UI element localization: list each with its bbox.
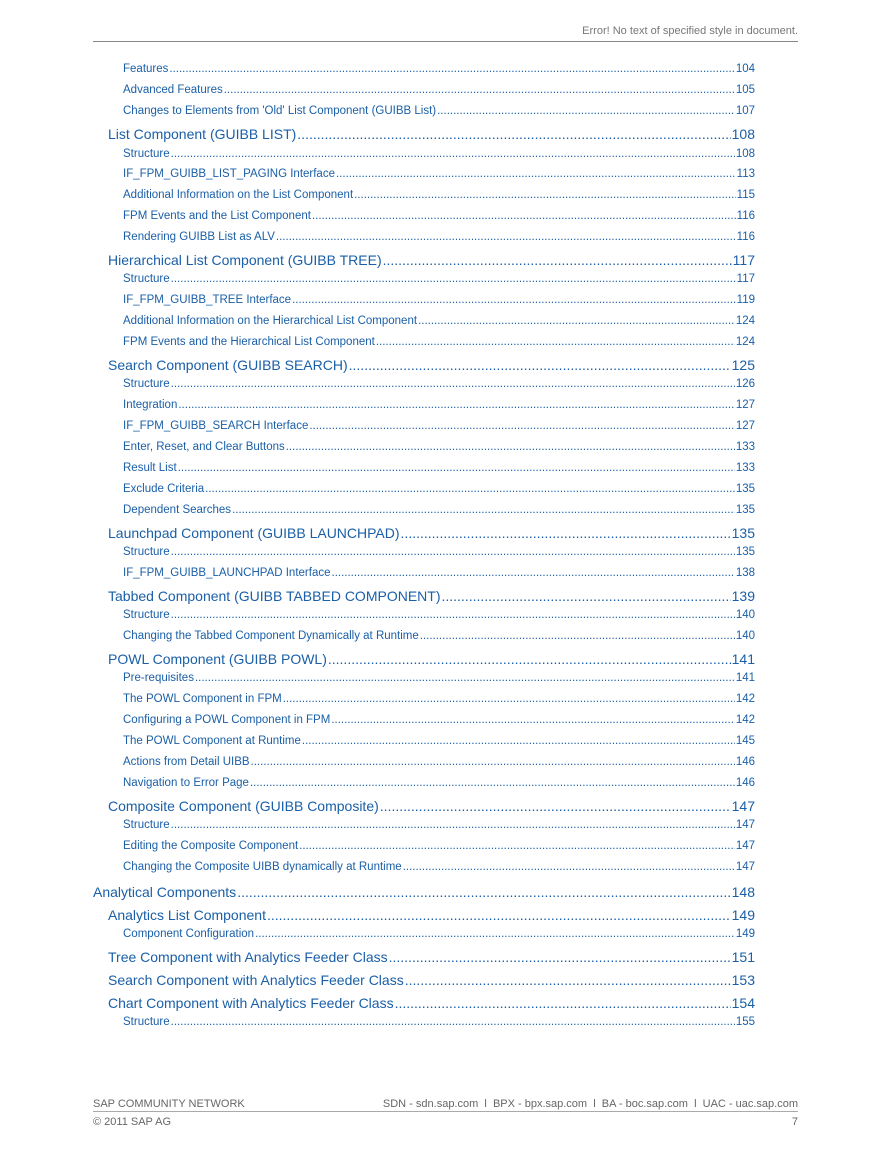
toc-entry[interactable] xyxy=(123,546,755,558)
toc-entry-page: 105 xyxy=(735,84,755,96)
toc-entry[interactable] xyxy=(123,148,755,160)
toc-entry[interactable] xyxy=(123,504,755,516)
toc-leader-dots xyxy=(312,210,736,222)
toc-entry-title: Analytical Components xyxy=(93,884,237,900)
toc-entry-page: 149 xyxy=(735,928,755,940)
toc-entry-page: 147 xyxy=(735,840,755,852)
toc-entry[interactable] xyxy=(123,420,755,432)
toc-entry[interactable] xyxy=(123,672,755,684)
toc-leader-dots xyxy=(383,252,732,268)
toc-entry-title: Additional Information on the List Component xyxy=(123,189,354,201)
toc-entry-title: Hierarchical List Component (GUIBB TREE) xyxy=(108,252,382,268)
toc-entry-title: Changing the Tabbed Component Dynamically at Runtime xyxy=(123,630,419,642)
toc-entry-page: 124 xyxy=(735,336,755,348)
toc-entry-title: Dependent Searches xyxy=(123,504,232,516)
toc-entry-page: 116 xyxy=(736,231,755,243)
toc-entry-title: Component Configuration xyxy=(123,928,255,940)
toc-entry-page: 145 xyxy=(735,735,755,747)
toc-entry-page: 135 xyxy=(735,483,755,495)
toc-entry[interactable] xyxy=(123,273,755,285)
toc-entry[interactable] xyxy=(108,588,755,604)
toc-entry-page: 135 xyxy=(735,504,755,516)
toc-leader-dots xyxy=(171,546,735,558)
toc-leader-dots xyxy=(171,273,736,285)
toc-leader-dots xyxy=(405,972,731,988)
toc-entry-title: Composite Component (GUIBB Composite) xyxy=(108,798,379,814)
toc-entry-title: Integration xyxy=(123,399,178,411)
toc-entry[interactable] xyxy=(123,378,755,390)
toc-entry[interactable] xyxy=(123,399,755,411)
toc-entry-title: IF_FPM_GUIBB_LAUNCHPAD Interface xyxy=(123,567,331,579)
toc-entry-page: 116 xyxy=(736,210,755,222)
toc-entry[interactable] xyxy=(123,231,755,243)
toc-entry[interactable] xyxy=(123,735,755,747)
toc-entry-page: 108 xyxy=(735,148,755,160)
toc-leader-dots xyxy=(354,189,736,201)
toc-entry-page: 119 xyxy=(736,294,755,306)
toc-entry[interactable] xyxy=(123,861,755,873)
toc-entry-page: 115 xyxy=(736,189,755,201)
toc-entry[interactable] xyxy=(108,126,755,142)
toc-leader-dots xyxy=(309,420,734,432)
toc-entry-page: 133 xyxy=(735,462,755,474)
toc-entry[interactable] xyxy=(123,1016,755,1028)
footer-copyright: © 2011 SAP AG xyxy=(93,1116,172,1128)
toc-entry-title: Structure xyxy=(123,609,170,621)
toc-leader-dots xyxy=(401,525,731,541)
toc-entry[interactable] xyxy=(108,357,755,373)
toc-entry[interactable] xyxy=(123,483,755,495)
toc-entry-page: 135 xyxy=(731,525,755,541)
toc-leader-dots xyxy=(195,672,735,684)
toc-entry-page: 125 xyxy=(731,357,755,373)
toc-leader-dots xyxy=(171,148,735,160)
toc-entry-page: 139 xyxy=(731,588,755,604)
toc-entry[interactable] xyxy=(123,84,755,96)
toc-entry-page: 135 xyxy=(735,546,755,558)
toc-leader-dots xyxy=(349,357,731,373)
toc-leader-dots xyxy=(169,63,734,75)
toc-leader-dots xyxy=(376,336,735,348)
toc-leader-dots xyxy=(437,105,735,117)
toc-entry-page: 147 xyxy=(735,861,755,873)
toc-entry-page: 149 xyxy=(731,907,755,923)
toc-entry[interactable] xyxy=(123,630,755,642)
toc-leader-dots xyxy=(178,462,735,474)
page-number: 7 xyxy=(791,1116,798,1128)
toc-entry[interactable] xyxy=(108,995,755,1011)
toc-entry-page: 142 xyxy=(735,714,755,726)
toc-entry[interactable] xyxy=(123,105,755,117)
toc-entry-title: The POWL Component in FPM xyxy=(123,693,282,705)
toc-entry-title: Tabbed Component (GUIBB TABBED COMPONENT) xyxy=(108,588,441,604)
toc-entry[interactable] xyxy=(123,168,755,180)
toc-entry-title: Launchpad Component (GUIBB LAUNCHPAD) xyxy=(108,525,400,541)
toc-entry-page: 124 xyxy=(735,315,755,327)
toc-entry-title: Changing the Composite UIBB dynamically at Runtime xyxy=(123,861,402,873)
toc-leader-dots xyxy=(205,483,735,495)
toc-entry[interactable] xyxy=(123,819,755,831)
toc-entry-page: 113 xyxy=(736,168,755,180)
toc-leader-dots xyxy=(331,714,735,726)
toc-entry-title: IF_FPM_GUIBB_TREE Interface xyxy=(123,294,292,306)
toc-leader-dots xyxy=(297,126,730,142)
toc-leader-dots xyxy=(178,399,734,411)
toc-leader-dots xyxy=(302,735,735,747)
toc-entry-title: The POWL Component at Runtime xyxy=(123,735,301,747)
toc-leader-dots xyxy=(395,995,731,1011)
toc-leader-dots xyxy=(299,840,735,852)
toc-entry-title: Structure xyxy=(123,1016,170,1028)
toc-entry-title: Editing the Composite Component xyxy=(123,840,299,852)
toc-entry-page: 146 xyxy=(735,756,755,768)
toc-entry-title: Additional Information on the Hierarchical List Component xyxy=(123,315,418,327)
toc-entry-title: Changes to Elements from 'Old' List Component (GUIBB List) xyxy=(123,105,437,117)
header-text: Error! No text of specified style in document. xyxy=(582,25,798,37)
toc-entry-title: IF_FPM_GUIBB_SEARCH Interface xyxy=(123,420,309,432)
toc-leader-dots xyxy=(237,884,730,900)
toc-entry[interactable] xyxy=(123,714,755,726)
toc-entry-page: 147 xyxy=(735,819,755,831)
toc-leader-dots xyxy=(250,777,735,789)
toc-entry-title: POWL Component (GUIBB POWL) xyxy=(108,651,327,667)
toc-entry-page: 133 xyxy=(735,441,755,453)
toc-leader-dots xyxy=(332,567,735,579)
toc-entry-title: List Component (GUIBB LIST) xyxy=(108,126,297,142)
toc-entry-title: Tree Component with Analytics Feeder Class xyxy=(108,949,388,965)
toc-leader-dots xyxy=(267,907,731,923)
toc-leader-dots xyxy=(171,378,735,390)
toc-leader-dots xyxy=(441,588,730,604)
toc-entry-page: 104 xyxy=(735,63,755,75)
toc-entry-title: Enter, Reset, and Clear Buttons xyxy=(123,441,285,453)
toc-entry[interactable] xyxy=(108,651,755,667)
toc-leader-dots xyxy=(286,441,735,453)
footer-sites: SDN - sdn.sap.com l BPX - bpx.sap.com l BA - boc.sap.com l UAC - uac.sap.com xyxy=(382,1098,798,1110)
toc-entry-title: Search Component (GUIBB SEARCH) xyxy=(108,357,348,373)
toc-entry-title: Structure xyxy=(123,819,170,831)
toc-entry-page: 151 xyxy=(731,949,755,965)
toc-entry[interactable] xyxy=(123,693,755,705)
toc-entry-page: 141 xyxy=(735,672,755,684)
toc-entry-page: 117 xyxy=(736,273,755,285)
toc-entry-page: 127 xyxy=(735,420,755,432)
toc-entry-title: Navigation to Error Page xyxy=(123,777,249,789)
toc-entry[interactable] xyxy=(123,315,755,327)
toc-entry-page: 148 xyxy=(731,884,755,900)
toc-leader-dots xyxy=(418,315,735,327)
page-header xyxy=(93,25,798,41)
toc-entry[interactable] xyxy=(108,798,755,814)
toc-entry[interactable] xyxy=(123,840,755,852)
toc-entry-page: 153 xyxy=(731,972,755,988)
toc-entry[interactable] xyxy=(108,949,755,965)
toc-entry-title: Exclude Criteria xyxy=(123,483,205,495)
header-rule xyxy=(93,41,798,42)
toc-leader-dots xyxy=(251,756,735,768)
toc-entry[interactable] xyxy=(123,928,755,940)
toc-leader-dots xyxy=(171,819,735,831)
toc-leader-dots xyxy=(328,651,731,667)
toc-entry-page: 108 xyxy=(731,126,755,142)
toc-entry-title: Actions from Detail UIBB xyxy=(123,756,250,768)
toc-leader-dots xyxy=(389,949,731,965)
toc-leader-dots xyxy=(292,294,736,306)
toc-entry-title: Chart Component with Analytics Feeder Class xyxy=(108,995,394,1011)
toc-entry-page: 155 xyxy=(735,1016,755,1028)
toc-entry-title: Structure xyxy=(123,273,170,285)
toc-entry[interactable] xyxy=(123,777,755,789)
toc-entry-page: 126 xyxy=(735,378,755,390)
toc-entry-page: 138 xyxy=(735,567,755,579)
toc-leader-dots xyxy=(171,609,735,621)
toc-leader-dots xyxy=(403,861,735,873)
toc-leader-dots xyxy=(224,84,735,96)
toc-entry-title: Search Component with Analytics Feeder Class xyxy=(108,972,404,988)
toc-leader-dots xyxy=(255,928,735,940)
toc-entry-title: Structure xyxy=(123,378,170,390)
toc-entry-page: 142 xyxy=(735,693,755,705)
toc-entry[interactable] xyxy=(123,756,755,768)
toc-leader-dots xyxy=(380,798,731,814)
toc-entry-title: FPM Events and the List Component xyxy=(123,210,311,222)
toc-entry[interactable] xyxy=(123,294,755,306)
toc-entry-title: IF_FPM_GUIBB_LIST_PAGING Interface xyxy=(123,168,335,180)
toc-entry-title: FPM Events and the Hierarchical List Component xyxy=(123,336,375,348)
toc-entry[interactable] xyxy=(108,907,755,923)
toc-entry-title: Analytics List Component xyxy=(108,907,266,923)
toc-leader-dots xyxy=(283,693,735,705)
toc-entry-title: Pre-requisites xyxy=(123,672,194,684)
toc-entry[interactable] xyxy=(123,462,755,474)
toc-entry-page: 140 xyxy=(735,609,755,621)
toc-entry-page: 117 xyxy=(732,252,755,268)
toc-entry-page: 127 xyxy=(735,399,755,411)
toc-leader-dots xyxy=(171,1016,735,1028)
toc-entry-title: Rendering GUIBB List as ALV xyxy=(123,231,275,243)
toc-leader-dots xyxy=(232,504,735,516)
toc-entry[interactable] xyxy=(123,441,755,453)
toc-entry-page: 140 xyxy=(735,630,755,642)
toc-entry[interactable] xyxy=(123,210,755,222)
toc-entry-title: Structure xyxy=(123,546,170,558)
toc-entry-page: 146 xyxy=(735,777,755,789)
toc-entry-title: Features xyxy=(123,63,169,75)
toc-entry-title: Structure xyxy=(123,148,170,160)
toc-entry[interactable] xyxy=(123,189,755,201)
toc-entry-page: 147 xyxy=(731,798,755,814)
toc-entry[interactable] xyxy=(123,63,755,75)
toc-entry-title: Configuring a POWL Component in FPM xyxy=(123,714,331,726)
toc-entry[interactable] xyxy=(108,525,755,541)
toc-entry[interactable] xyxy=(123,567,755,579)
toc-entry[interactable] xyxy=(108,252,755,268)
toc-leader-dots xyxy=(420,630,735,642)
toc-leader-dots xyxy=(276,231,736,243)
toc-entry-page: 141 xyxy=(731,651,755,667)
toc-entry[interactable] xyxy=(123,336,755,348)
toc-entry-page: 154 xyxy=(731,995,755,1011)
toc-entry-title: Result List xyxy=(123,462,177,474)
footer-network: SAP COMMUNITY NETWORK xyxy=(93,1098,245,1110)
toc-entry-page: 107 xyxy=(735,105,755,117)
toc-entry[interactable] xyxy=(93,884,755,900)
toc-entry-title: Advanced Features xyxy=(123,84,223,96)
toc-leader-dots xyxy=(336,168,736,180)
footer-rule xyxy=(93,1111,798,1112)
toc-entry[interactable] xyxy=(108,972,755,988)
toc-entry[interactable] xyxy=(123,609,755,621)
